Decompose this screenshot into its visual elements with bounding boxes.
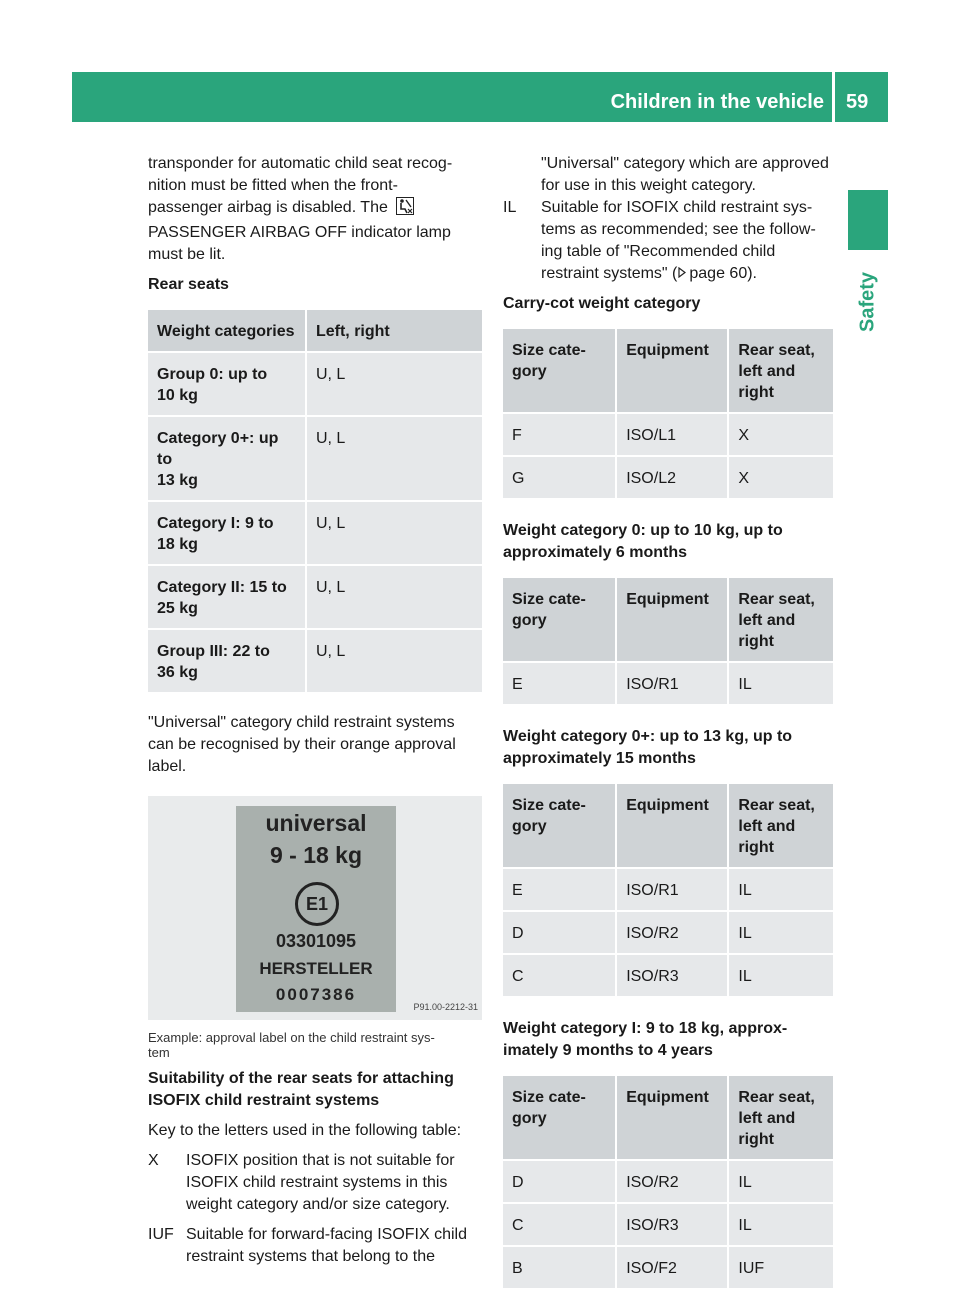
intro-line: transponder for automatic child seat recog-	[148, 155, 453, 172]
rear-seats-heading: Rear seats	[148, 276, 229, 293]
approval-label	[236, 806, 396, 1012]
table-header: Size cate- gory	[503, 1076, 615, 1159]
table-row	[503, 661, 833, 704]
equipment: ISO/R1	[615, 661, 727, 704]
equipment: ISO/R2	[615, 910, 727, 953]
label-approval-number: 03301095	[275, 931, 357, 951]
weight-category: Group III: 22 to 36 kg	[148, 628, 305, 692]
equipment: ISO/R1	[615, 867, 727, 910]
table-header: Rear seat, left and right	[727, 329, 833, 412]
table-header: Size cate- gory	[503, 578, 615, 661]
section-label-text: Safety	[856, 271, 879, 333]
heading-line: Weight category 0: up to 10 kg, up to	[503, 522, 783, 539]
table-header: Rear seat, left and right	[727, 784, 833, 867]
table-row	[503, 1159, 833, 1202]
table-row	[148, 564, 482, 628]
key-letter: IL	[503, 199, 517, 216]
caption-line: Example: approval label on the child restraint sys-	[148, 1030, 435, 1045]
heading-line: imately 9 months to 4 years	[503, 1042, 713, 1059]
table-row	[503, 910, 833, 953]
right-column	[503, 153, 833, 1288]
heading-line: Weight category 0+: up to 13 kg, up to	[503, 728, 793, 745]
rear-seat-value: IL	[727, 1202, 833, 1245]
table-row	[148, 415, 482, 500]
table-row	[503, 412, 833, 455]
rear-seat-value: IL	[727, 910, 833, 953]
e-mark-icon: E1	[295, 882, 339, 926]
suitability-heading	[148, 1068, 482, 1112]
label-weight-range: 9 - 18 kg	[269, 842, 363, 868]
key-description: Suitable for ISOFIX child restraint sys- tems as recommended; see the follow- ing table of "Recommended child restraint systems" ( page 60).	[541, 197, 833, 285]
rear-seat-value: X	[727, 412, 833, 455]
weight-category: Group 0: up to 10 kg	[148, 351, 305, 415]
key-item-iuf-continued	[503, 153, 833, 197]
section-tab	[848, 190, 888, 250]
heading-line: Weight category I: 9 to 18 kg, approx-	[503, 1020, 788, 1037]
equipment: ISO/R3	[615, 953, 727, 996]
table-header: Equipment	[615, 784, 727, 867]
heading-line: approximately 6 months	[503, 544, 688, 561]
size-category: D	[503, 910, 615, 953]
page-number: 59	[846, 91, 869, 113]
key-item-x	[148, 1150, 482, 1216]
rear-seat-value: IL	[727, 867, 833, 910]
intro-text: passenger airbag is disabled. The	[148, 199, 388, 216]
size-category: E	[503, 661, 615, 704]
table-header: Rear seat, left and right	[727, 1076, 833, 1159]
isofix-table	[503, 329, 833, 498]
size-category: D	[503, 1159, 615, 1202]
table-header: Size cate- gory	[503, 784, 615, 867]
seat-value: U, L	[305, 628, 482, 692]
section-heading	[503, 520, 833, 564]
isofix-table	[503, 578, 833, 704]
weight-category: Category 0+: up to 13 kg	[148, 415, 305, 500]
header-divider	[832, 72, 835, 122]
airbag-off-icon	[396, 197, 414, 222]
seat-value: U, L	[305, 564, 482, 628]
label-manufacturer: HERSTELLER	[259, 959, 373, 978]
table-header: Equipment	[615, 1076, 727, 1159]
size-category: B	[503, 1245, 615, 1288]
size-category: E	[503, 867, 615, 910]
approval-label-figure	[148, 796, 482, 1020]
seat-value: U, L	[305, 500, 482, 564]
figure-code: P91.00-2212-31	[413, 1002, 478, 1012]
rear-seat-value: X	[727, 455, 833, 498]
key-item-iuf	[148, 1224, 482, 1268]
weight-category: Category I: 9 to 18 kg	[148, 500, 305, 564]
size-category: C	[503, 953, 615, 996]
intro-line: PASSENGER AIRBAG OFF indicator lamp	[148, 224, 451, 241]
intro-line: nition must be fitted when the front-	[148, 177, 398, 194]
equipment: ISO/R2	[615, 1159, 727, 1202]
size-category: C	[503, 1202, 615, 1245]
equipment: ISO/L1	[615, 412, 727, 455]
equipment: ISO/L2	[615, 455, 727, 498]
caption-line: tem	[148, 1045, 170, 1060]
key-letter: X	[148, 1152, 159, 1169]
rear-seat-value: IL	[727, 1159, 833, 1202]
label-category: universal	[265, 810, 367, 836]
rear-seat-value: IL	[727, 661, 833, 704]
key-description: Suitable for forward-facing ISOFIX child restraint systems that belong to the	[186, 1226, 468, 1265]
heading-line: Suitability of the rear seats for attaching	[148, 1070, 454, 1087]
table-header: Weight categories	[148, 310, 305, 351]
label-serial: 0007386	[275, 985, 357, 1004]
paragraph-line: can be recognised by their orange approval	[148, 736, 456, 753]
left-column	[148, 153, 482, 1268]
weight-table	[148, 310, 482, 692]
table-row	[503, 1245, 833, 1288]
table-row	[148, 500, 482, 564]
table-row	[503, 455, 833, 498]
weight-category: Category II: 15 to 25 kg	[148, 564, 305, 628]
table-row	[148, 628, 482, 692]
rear-seat-value: IUF	[727, 1245, 833, 1288]
section-heading	[503, 726, 833, 770]
seat-value: U, L	[305, 415, 482, 500]
equipment: ISO/R3	[615, 1202, 727, 1245]
universal-paragraph	[148, 712, 482, 778]
intro-line: must be lit.	[148, 246, 226, 263]
triangle-right-icon	[678, 263, 686, 285]
table-row	[503, 1202, 833, 1245]
key-intro: Key to the letters used in the following table:	[148, 1122, 462, 1139]
seat-value: U, L	[305, 351, 482, 415]
key-item-il	[503, 197, 833, 285]
section-heading	[503, 1018, 833, 1062]
rear-seat-value: IL	[727, 953, 833, 996]
table-header: Equipment	[615, 578, 727, 661]
table-header: Size cate- gory	[503, 329, 615, 412]
key-description: "Universal" category which are approved for use in this weight category.	[541, 155, 829, 194]
table-header: Rear seat, left and right	[727, 578, 833, 661]
isofix-sections	[503, 293, 833, 1288]
chapter-title: Children in the vehicle	[610, 91, 824, 113]
size-category: G	[503, 455, 615, 498]
paragraph-line: label.	[148, 758, 187, 775]
key-letter: IUF	[148, 1226, 174, 1243]
heading-line: ISOFIX child restraint systems	[148, 1092, 380, 1109]
table-header: Left, right	[305, 310, 482, 351]
table-header: Equipment	[615, 329, 727, 412]
intro-line	[148, 197, 482, 222]
figure-caption	[148, 1030, 482, 1060]
section-heading	[503, 293, 833, 315]
size-category: F	[503, 412, 615, 455]
equipment: ISO/F2	[615, 1245, 727, 1288]
isofix-table	[503, 784, 833, 996]
key-description: ISOFIX position that is not suitable for ISOFIX child restraint systems in this weight category and/or size category.	[186, 1152, 455, 1213]
paragraph-line: "Universal" category child restraint systems	[148, 714, 455, 731]
table-row	[503, 953, 833, 996]
heading-line: Carry-cot weight category	[503, 295, 701, 312]
section-label	[848, 262, 888, 342]
isofix-table	[503, 1076, 833, 1288]
page-reference[interactable]: page 60).	[689, 265, 757, 282]
heading-line: approximately 15 months	[503, 750, 696, 767]
table-row	[503, 867, 833, 910]
table-row	[148, 351, 482, 415]
